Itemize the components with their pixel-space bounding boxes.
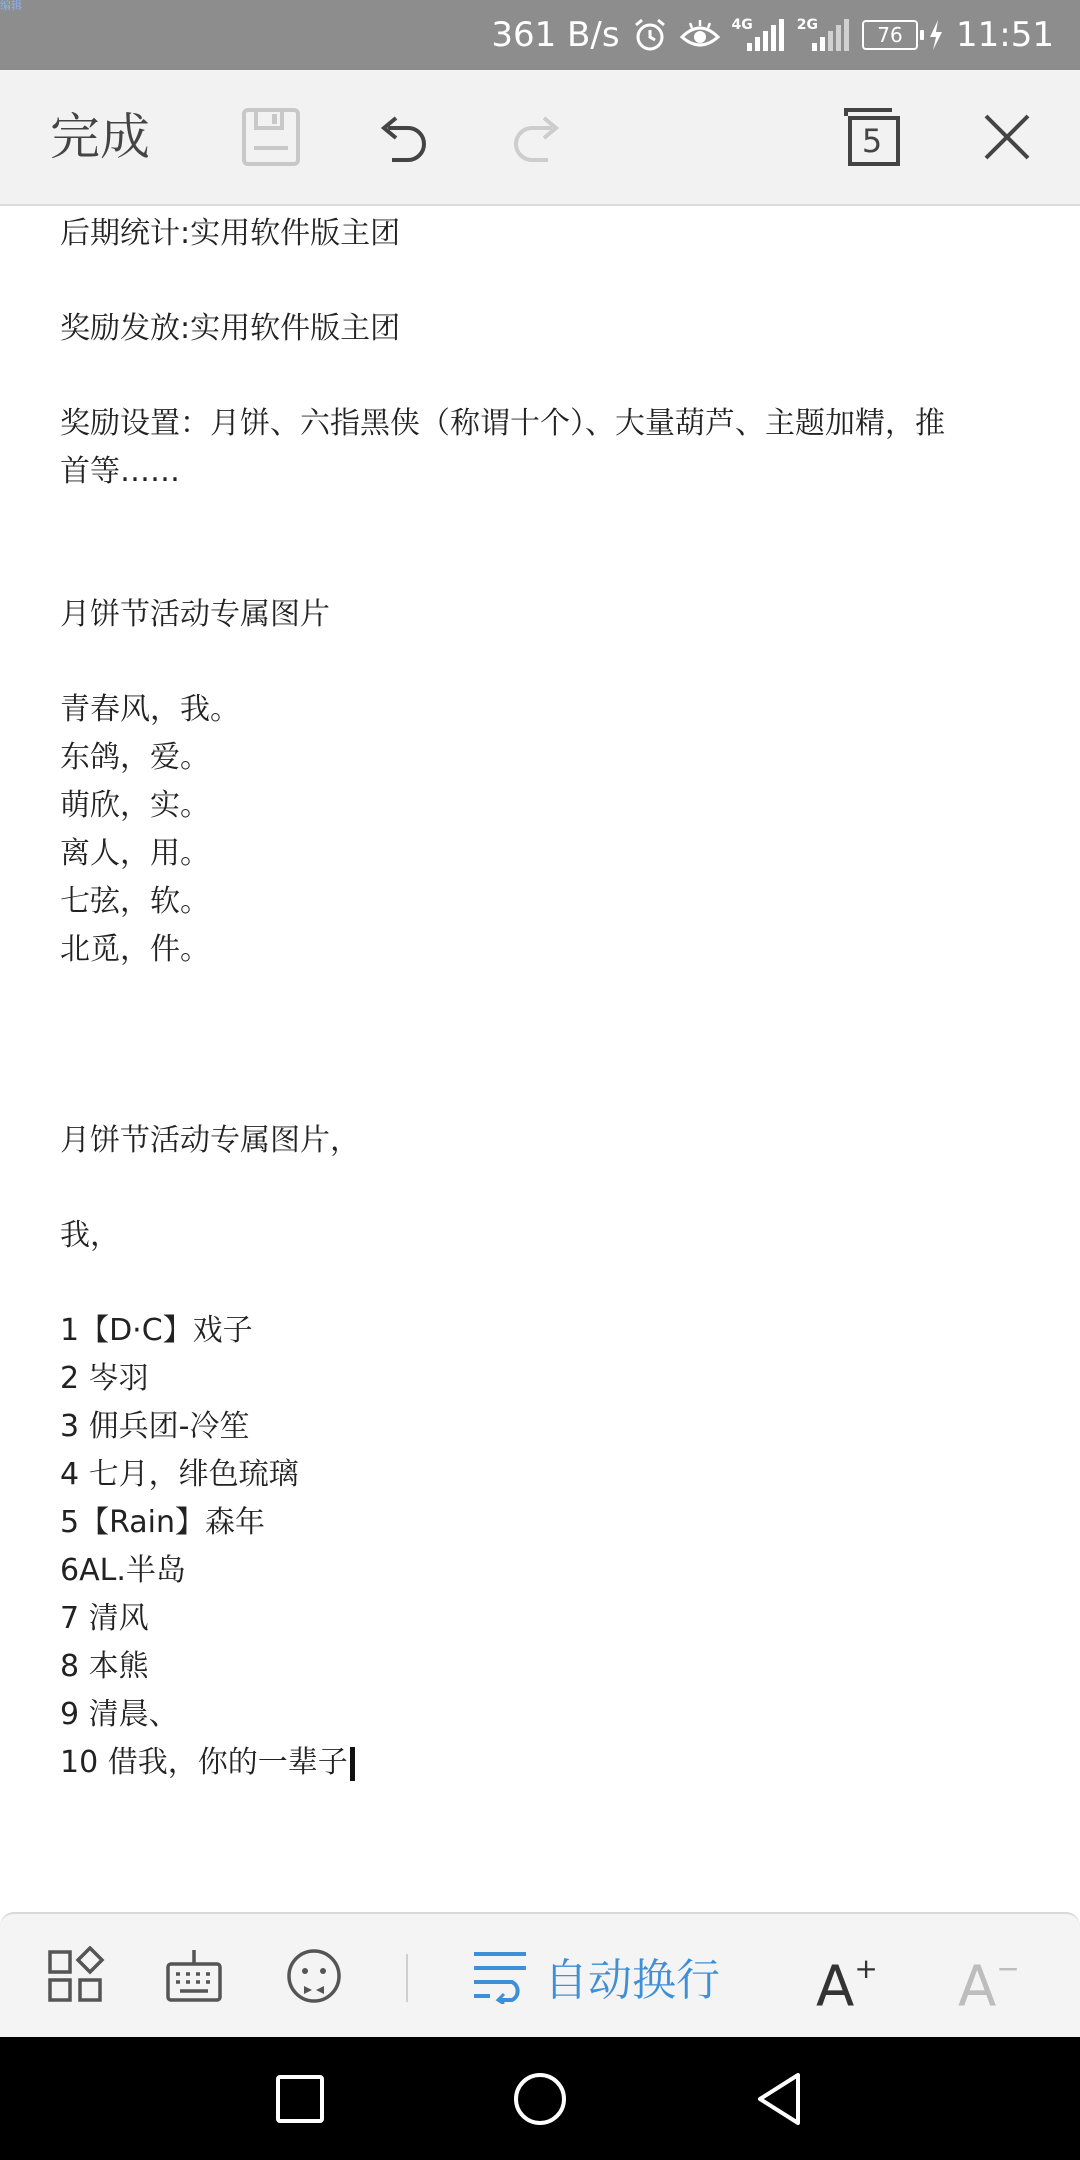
doc-line: 七弦，软。	[60, 884, 210, 919]
recents-icon[interactable]	[268, 2067, 332, 2131]
doc-line: 首等……	[60, 454, 180, 489]
doc-line: 后期统计:实用软件版主团	[60, 216, 401, 251]
save-icon[interactable]	[240, 106, 302, 168]
back-icon[interactable]	[748, 2067, 812, 2131]
doc-line: 3 佣兵团-冷笙	[60, 1409, 250, 1444]
net-speed: 361 B/s	[491, 15, 620, 55]
battery-icon: 76	[862, 20, 944, 50]
doc-line: 2 岑羽	[60, 1361, 149, 1396]
doc-line: 月饼节活动专属图片	[60, 597, 330, 632]
doc-line: 东鸽，爱。	[60, 740, 210, 775]
doc-line: 我，	[60, 1218, 120, 1253]
doc-line: 4 七月，绯色琉璃	[60, 1457, 299, 1492]
doc-line: 萌欣，实。	[60, 788, 210, 823]
keyboard-icon[interactable]	[164, 1946, 224, 2006]
done-button[interactable]: 完成	[50, 108, 150, 166]
doc-line: 8 本熊	[60, 1649, 149, 1684]
auto-wrap-button[interactable]	[470, 1936, 720, 2016]
doc-line: 青春风，我。	[60, 692, 240, 727]
font-increase-label: A	[816, 1954, 855, 2020]
doc-line: 5【Rain】森年	[60, 1505, 266, 1540]
doc-line: 9 清晨、	[60, 1697, 179, 1732]
home-icon[interactable]	[508, 2067, 572, 2131]
document-content[interactable]	[60, 210, 1030, 1787]
doc-line: 离人，用。	[60, 836, 210, 871]
edit-bar-divider	[406, 1954, 408, 2002]
pages-icon[interactable]	[842, 106, 904, 168]
status-tag: 编辑	[0, 0, 22, 12]
font-decrease-sup: −	[996, 1952, 1020, 1985]
font-increase-sup: +	[854, 1952, 878, 1985]
doc-line: 月饼节活动专属图片，	[60, 1123, 360, 1158]
font-decrease-label: A	[958, 1954, 997, 2020]
navigation-bar	[0, 2037, 1080, 2160]
alarm-icon	[632, 17, 668, 53]
doc-line: 奖励设置：月饼、六指黑侠（称谓十个）、大量葫芦、主题加精，推	[60, 406, 945, 441]
charging-icon	[928, 20, 944, 50]
doc-line-last	[60, 1739, 1030, 1787]
edit-bar	[0, 1912, 1080, 2039]
clock: 11:51	[956, 15, 1054, 55]
status-bar	[0, 0, 1080, 70]
redo-icon[interactable]	[506, 106, 568, 168]
editor-toolbar	[0, 70, 1080, 206]
last-line-text: 10 借我，你的一辈子	[60, 1745, 348, 1780]
emoji-icon[interactable]	[284, 1946, 344, 2006]
text-cursor	[350, 1747, 355, 1781]
apps-grid-icon[interactable]	[46, 1946, 106, 2006]
doc-line: 1【D·C】戏子	[60, 1313, 253, 1348]
font-increase-button[interactable]	[816, 1942, 878, 2020]
doc-line: 奖励发放:实用软件版主团	[60, 311, 401, 346]
auto-wrap-label: 自动换行	[544, 1955, 720, 2006]
page-count: 5	[861, 122, 883, 160]
status-right	[491, 0, 1054, 70]
doc-line: 6AL.半岛	[60, 1553, 186, 1588]
undo-icon[interactable]	[372, 106, 434, 168]
eye-icon	[680, 19, 720, 51]
wrap-lines-icon	[470, 1948, 530, 2004]
close-icon[interactable]	[976, 106, 1038, 168]
doc-line: 7 清风	[60, 1601, 149, 1636]
font-decrease-button[interactable]	[958, 1942, 1020, 2020]
signal-2g-icon: 2G	[797, 0, 850, 70]
signal-4g-icon: 4G	[732, 0, 785, 70]
doc-line: 北觅，件。	[60, 932, 210, 967]
